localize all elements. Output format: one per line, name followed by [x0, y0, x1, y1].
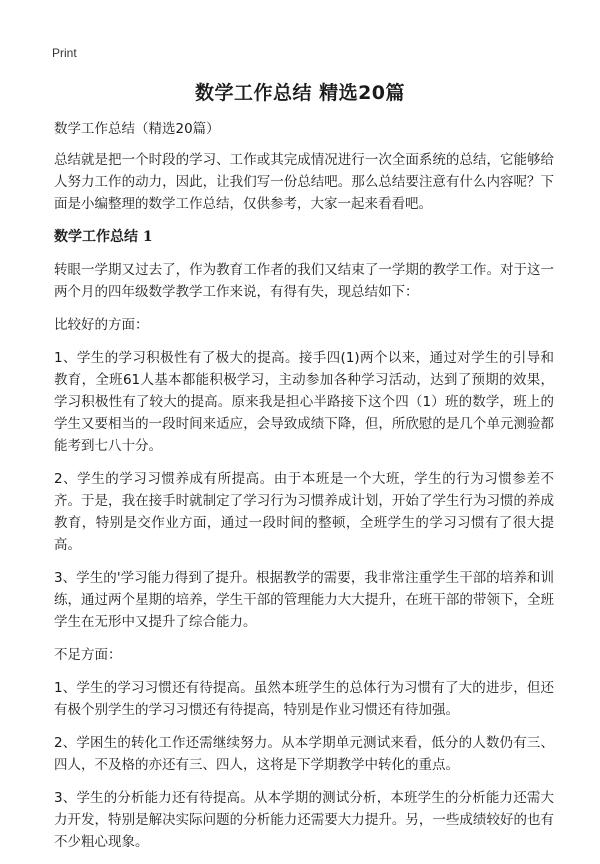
intro-paragraph: 总结就是把一个时段的学习、工作或其完成情况进行一次全面系统的总结，它能够给人努力工作的动力，因此，让我们写一份总结吧。那么总结要注意有什么内容呢？下面是小编整理的数学工作总结，仅供参考，大家一起来看看吧。 [54, 152, 554, 212]
body-paragraph: 3、学生的'学习能力得到了提升。根据教学的需要，我非常注重学生干部的培养和训练，通过两个星期的培养，学生干部的管理能力大大提升，在班干部的带领下，全班学生在无形中又提升了综合能力。 [54, 570, 554, 630]
document-subtitle: 数学工作总结（精选20篇） [54, 121, 220, 137]
print-link[interactable]: Print [52, 46, 77, 60]
body-paragraph: 3、学生的分析能力还有待提高。从本学期的测试分析，本班学生的分析能力还需大力开发，特别是解决实际问题的分析能力还需要大力提升。另，一些成绩较好的也有不少粗心现象。 [54, 790, 554, 850]
body-paragraph: 转眼一学期又过去了，作为教育工作者的我们又结束了一学期的教学工作。对于这一两个月的四年级数学教学工作来说，有得有失，现总结如下： [54, 262, 554, 300]
body-paragraph: 1、学生的学习习惯还有待提高。虽然本班学生的总体行为习惯有了大的进步，但还有极个别学生的学习习惯还有待提高，特别是作业习惯还有待加强。 [54, 680, 554, 718]
body-paragraph: 不足方面： [54, 647, 122, 663]
body-paragraph: 2、学生的学习习惯养成有所提高。由于本班是一个大班，学生的行为习惯参差不齐。于是，我在接手时就制定了学习行为习惯养成计划，开始了学生行为习惯的养成教育，特别是交作业方面，通过一段时间的整顿，全班学生的学习习惯有了很大提高。 [54, 471, 554, 553]
page-title: 数学工作总结 精选20篇 [194, 82, 406, 104]
document-body [54, 118, 554, 864]
body-paragraph: 1、学生的学习积极性有了极大的提高。接手四(1)两个以来，通过对学生的引导和教育，全班61人基本都能积极学习，主动参加各种学习活动，达到了预期的效果，学习积极性有了较大的提高。原来我是担心半路接下这个四（1）班的数学，班上的学生又要相当的一段时间来适应，会导致成绩下降，但，所欣慰的是几个单元测验都能考到七八十分。 [54, 350, 554, 454]
body-paragraph: 比较好的方面： [54, 317, 149, 333]
body-paragraph: 2、学困生的转化工作还需继续努力。从本学期单元测试来看，低分的人数仍有三、四人，不及格的亦还有三、四人，这将是下学期教学中转化的重点。 [54, 735, 554, 773]
section-heading: 数学工作总结 1 [54, 229, 153, 245]
